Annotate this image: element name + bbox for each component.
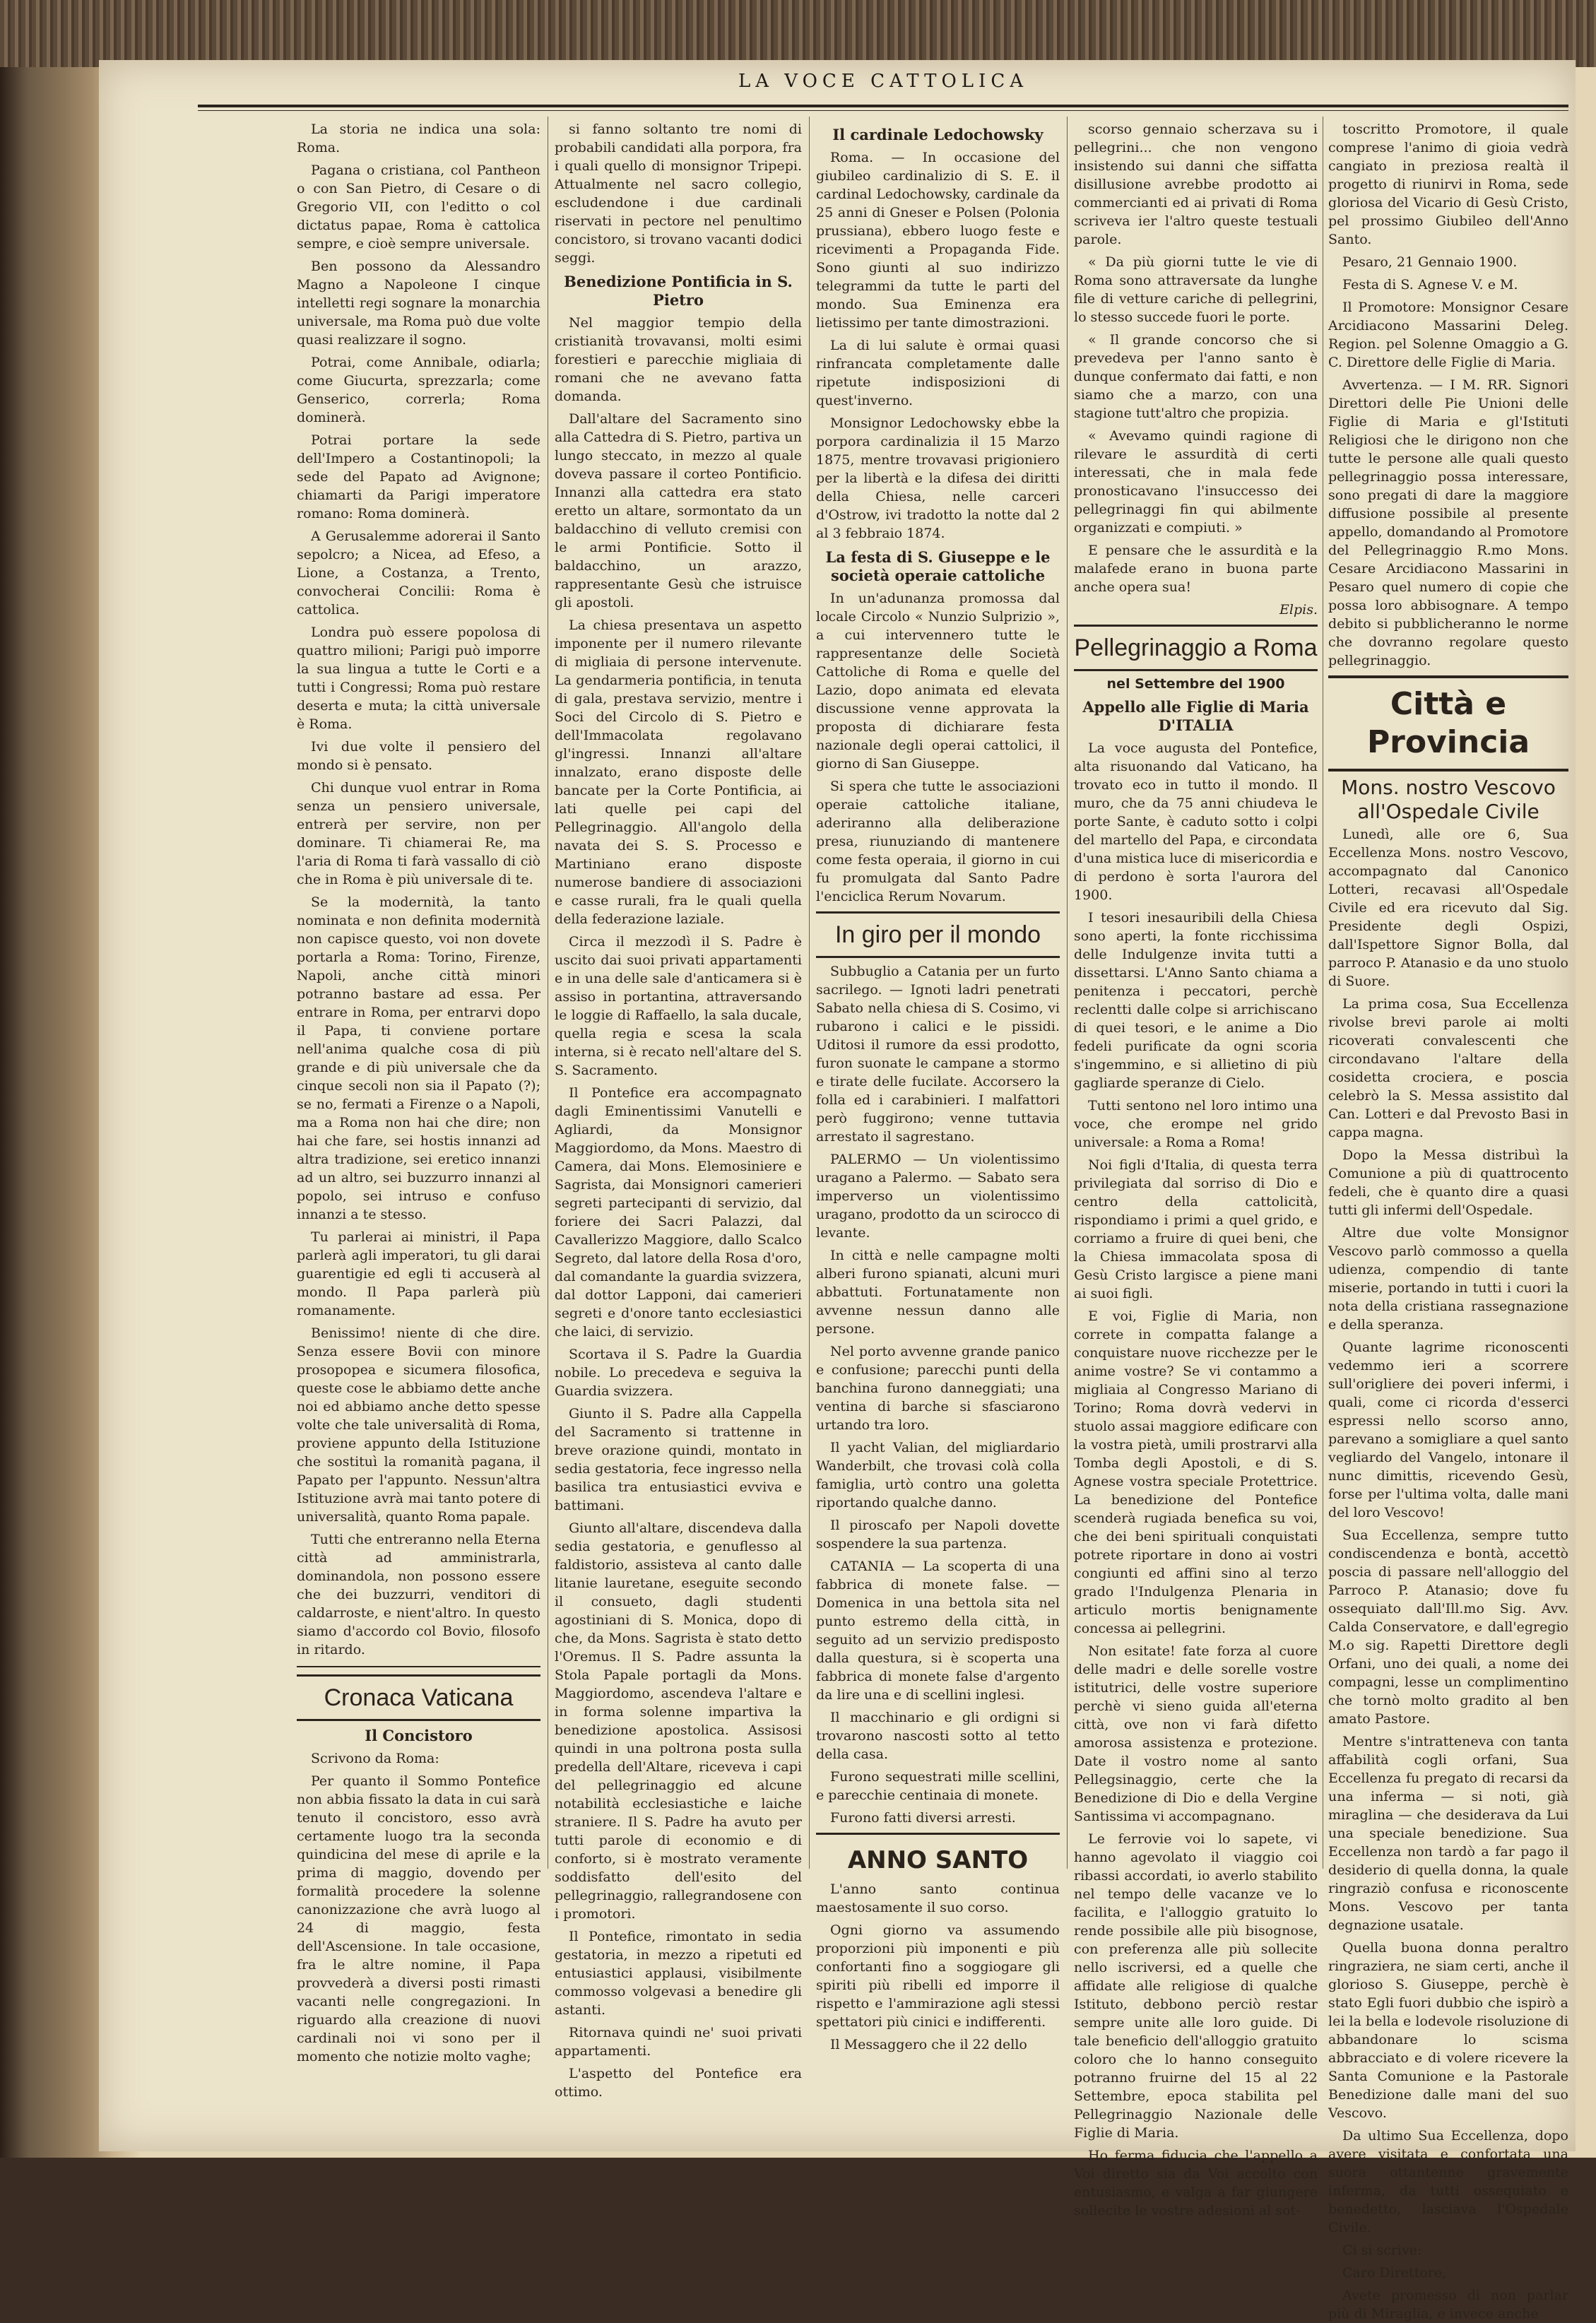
paragraph: In città e nelle campagne molti alberi furono spianati, alcuni muri abbattuti. Fortunatamente non avvenne nessun danno alle persone. xyxy=(816,1248,1060,1337)
paragraph: Quante lagrime riconoscenti vedemmo ieri a scorrere sull'origliere dei poveri infermi, i quali, come ci ricorda d'esserci espressi nello scorso anno, parevano a somigliare a quel santo vegliardo del Vangelo, intonare il nunc dimittis, ricevendo Gesù, forse per l'ultima volta, dalle mani del loro Vescovo! xyxy=(1328,1340,1568,1520)
pellegrinaggio-heading: Pellegrinaggio a Roma xyxy=(1074,625,1318,671)
paragraph: Scortava il S. Padre la Guardia nobile. Lo precedeva e seguiva la Guardia svizzera. xyxy=(555,1347,802,1399)
paragraph: La chiesa presentava un aspetto imponente per il numero rilevante di migliaia di persone intervenute. La gendarmeria pontificia, in tenuta di gala, prestava servizio, mentre i Soci del Circolo di S. Pietro e dell'Immacolata regolavano gl'ingressi. Innanzi all'altare innalzato, erano disposte delle bancate per la Corte Pontificia, ai lati quelle pei capi del Pellegrinaggio. All'angolo della navata dei S. S. Processo e Martiniano erano disposte numerose bandiere di associazioni e casse rurali, fra le quali quella della federazione laziale. xyxy=(555,617,802,927)
column-divider xyxy=(809,117,810,1869)
column-2 xyxy=(555,120,802,2100)
paragraph: Il piroscafo per Napoli dovette sospendere la sua partenza. xyxy=(816,1518,1060,1551)
paragraph: Giunto all'altare, discendeva dalla sedia gestatoria, e genuflesso al faldistorio, assisteva al canto dalle litanie lauretane, eseguite secondo il consueto, dagli studenti agostiniani di S. Monica, dopo di che, da Mons. Sagrista è stato detto l'Oremus. Il S. Padre assunta la Stola Papale portagli da Mons. Maggiordomo, ascendeva l'altare e in forma solenne impartiva la benedizione apostolica. Assisosi quindi in una poltrona posta sulla predella dell'Altare, riceveva i capi del pellegrinaggio ed alcune notabilità ecclesiastiche e laiche straniere. Il S. Padre ha avuto per tutti parole di economio e di conforto, si è mostrato veramente soddisfatto dell'esito del pellegrinaggio, rallegrandosene con i promotori. xyxy=(555,1520,802,1922)
paragraph: Pesaro, 21 Gennaio 1900. xyxy=(1342,254,1518,270)
paragraph: Il Promotore: Monsignor Cesare Arcidiacono Massarini Deleg. Region. pel Solenne Omaggio a G. C. Direttore delle Figlie di Maria. xyxy=(1328,300,1568,370)
paragraph: Il yacht Valian, del migliardario Wanderbilt, che trovasi colà colla famiglia, urtò contro una goletta riportando qualche danno. xyxy=(816,1440,1060,1511)
paragraph: Monsignor Ledochowsky ebbe la porpora cardinalizia il 15 Marzo 1875, mentre trovavasi prigioniero per la libertà e la difesa dei diritti della Chiesa, nelle carceri d'Ostrow, ivi tradotto la notte dal 2 al 3 febbraio 1874. xyxy=(816,415,1060,541)
paragraph: Potrai portare la sede dell'Impero a Costantinopoli; la sede del Papato ad Avignone; chiamarti da Parigi imperatore romano: Roma dominerà. xyxy=(297,432,540,521)
appello-body xyxy=(1074,739,1318,2220)
paragraph: Ben possono da Alessandro Magno a Napoleone I cinque intelletti regi sognare la monarchia universale, ma Roma può due volte quasi realizzare il sogno. xyxy=(297,259,540,348)
paragraph: Furono fatti diversi arresti. xyxy=(830,1810,1016,1826)
pellegrinaggio-subheading: nel Settembre del 1900 xyxy=(1106,676,1285,692)
ledochowsky-body xyxy=(816,148,1060,543)
paragraph: Chi dunque vuol entrar in Roma senza un pensiero universale, entrerà per servire, non per dominare. Ti chiamerai Re, ma l'aria di Roma ti farà vassallo di ciò che in Roma è più universale di te. xyxy=(297,780,540,887)
paragraph: Caro Direttore, xyxy=(1342,2265,1447,2281)
column-divider xyxy=(1067,117,1068,1869)
paragraph: Londra può essere popolosa di quattro milioni; Parigi può imporre la sua lingua a tutte le Corti e a tutti i Congressi; Roma può restare deserta e muta; la città universale è Roma. xyxy=(297,625,540,732)
masthead-rule-thin xyxy=(198,110,1568,111)
paragraph: Si spera che tutte le associazioni operaie cattoliche italiane, aderiranno alla deliberazione presa, riunuziando di mantenere come festa operaia, il giorno in cui fu promulgata dal Santo Padre l'enciclica Rerum Novarum. xyxy=(816,779,1060,904)
paragraph: Ogni giorno va assumendo proporzioni più imponenti e più confortanti fino a soggiogare gli spiriti più ribelli ed imporre il rispetto e l'ammirazione agli stessi spettatori più cinici e indifferenti. xyxy=(816,1922,1060,2030)
paragraph: Per quanto il Sommo Pontefice non abbia fissato la data in cui sarà tenuto il concistoro, esso avrà certamente luogo tra la seconda quindicina del mese di aprile e la prima di maggio, dovendo per formalità procedere la solenne canonizzazione che avrà luogo al 24 di maggio, festa dell'Ascensione. In tale occasione, fra le altre nomine, il Papa provvederà a diversi posti rimasti vacanti nelle congregazioni. In riguardo alla creazione di nuovi cardinali noi vi sono per il momento che notizie molto vaghe; xyxy=(297,1773,540,2064)
ledochowsky-heading: Il cardinale Ledochowsky xyxy=(832,126,1044,143)
paragraph: Subbuglio a Catania per un furto sacrilego. — Ignoti ladri penetrati Sabato nella chiesa di S. Cosimo, vi rubarono i calici e le pissidi. Uditosi il rumore da essi prodotto, furon suonate le campane a stormo e tirate delle fucilate. Accorsero la folla ed i carabinieri. I malfattori però fuggirono; venne tuttavia arrestato il sagrestano. xyxy=(816,964,1060,1145)
masthead-rule xyxy=(198,105,1568,107)
concistoro-heading: Il Concistoro xyxy=(365,1727,473,1744)
giro-heading: In giro per il mondo xyxy=(816,911,1060,958)
column-3 xyxy=(816,120,1060,2052)
paragraph: Mentre s'intratteneva con tanta affabilità cogli orfani, Sua Eccellenza fu pregato di recarsi da una inferma — si noti, già miraglina — che desiderava da Lui una speciale benedizione. Sua Eccellenza non tardò a far pago il desiderio di quella donna, la quale ringraziò confusa e riconoscente Mons. Vescovo per tanta degnazione usatale. xyxy=(1328,1734,1568,1933)
paragraph: Non esitate! fate forza al cuore delle madri e delle sorelle vostre istitutrici, delle vostre superiore perchè vi sieno guida all'eterna città, ove non vi farà difetto amorosa assistenza e protezione. Date il vostro nome al santo Pellegsinaggio, certe che la Benedizione di Dio e della Vergine Santissima vi accompagnano. xyxy=(1074,1643,1318,1824)
anno-santo-body xyxy=(816,1880,1060,2054)
paragraph: Le ferrovie voi lo sapete, vi hanno agevolato il viaggio coi ribassi accordati, io averlo stabilito nel tempo delle vacanze ve lo facilita, e l'alloggio gratuito lo rende possibile alle più bisognose, con preferenza alle più sollecite nello iscriversi, ed a quelle che affidate alle religiose di qualche Istituto, debbono perciò restar sempre unite alle loro guide. Di tale beneficio dell'alloggio gratuito coloro che lo hanno conseguito potranno fruirne del 15 al 22 Settembre, epoca stabilita pel Pellegrinaggio Nazionale delle Figlie di Maria. xyxy=(1074,1831,1318,2141)
paragraph: CATANIA — La scoperta di una fabbrica di monete false. — Domenica in una bettola sita nel punto estremo della città, in seguito ad un servizio predisposto dalla questura, si è scoperta una fabbrica di monete false d'argento da lire una e di scellini inglesi. xyxy=(816,1559,1060,1703)
paragraph: Lunedì, alle ore 6, Sua Eccellenza Mons. nostro Vescovo, accompagnato dal Canonico Lotteri, recavasi all'Ospedale Civile ed era ricevuto dal Sig. Presidente degli Ospizi, dall'Ispettore Signor Bolla, dal parroco P. Atanasio e da uno stuolo di Suore. xyxy=(1328,827,1568,989)
paragraph: Roma. — In occasione del giubileo cardinalizio di S. E. il cardinal Ledochowsky, cardinale da 25 anni di Gneser e Polsen (Polonia prussiana), ebbero luogo feste e ricevimenti a Propaganda Fide. Sono giunti al suo indirizzo telegrammi da tutte le parti del mondo. Sua Eminenza era lietissimo per tante dimostrazioni. xyxy=(816,150,1060,331)
signature: Elpis. xyxy=(1279,602,1318,617)
column-5 xyxy=(1328,120,1568,2322)
paragraph: Il macchinario e gli ordigni si trovarono nascosti sotto al tetto della casa. xyxy=(816,1710,1060,1762)
paragraph: L'aspetto del Pontefice era ottimo. xyxy=(555,2066,802,2100)
paragraph: toscritto Promotore, il quale comprese l'animo di gioia vedrà cangiato in preziosa realtà il progetto di riunirvi in Roma, sede gloriosa del Vicario di Gesù Cristo, pel prossimo Giubileo dell'Anno Santo. xyxy=(1328,122,1568,247)
paragraph: A Gerusalemme adorerai il Santo sepolcro; a Nicea, ad Efeso, a Lione, a Costanza, a Trento, convocherai Concilii: Roma è cattolica. xyxy=(297,528,540,617)
column-5-body xyxy=(1328,120,1568,670)
paragraph: Avete promesso di non parlar più di Miraglia, e invece anche xyxy=(1328,2288,1568,2322)
paragraph: si fanno soltanto tre nomi di probabili candidati alla porpora, fra i quali quello di monsignor Tripepi. Attualmente nel sacro collegio, escludendone i due cardinali riservati in pectore nel penultimo concistoro, si trovano vacanti dodici seggi. xyxy=(555,122,802,266)
paragraph: L'anno santo continua maestosamente il suo corso. xyxy=(816,1881,1060,1915)
cronaca-vaticana-heading: Cronaca Vaticana xyxy=(297,1674,540,1721)
paragraph: Ritornava quindi ne' suoi privati appartamenti. xyxy=(555,2025,802,2059)
paragraph: La prima cosa, Sua Eccellenza rivolse brevi parole ai molti ricoverati convalescenti che circondavano l'altare della cosidetta crociera, e poscia celebrò la S. Messa assistito dal Can. Lotteri e dal Prevosto Basi in cappa magna. xyxy=(1328,996,1568,1140)
giro-body xyxy=(816,962,1060,1827)
book-top-edge xyxy=(0,0,1596,67)
paragraph: Nel porto avvenne grande panico e confusione; parecchi punti della banchina furono danneggiati; una ventina di barche si sfasciarono urtando tra loro. xyxy=(816,1344,1060,1433)
benedizione-heading: Benedizione Pontificia in S. Pietro xyxy=(564,273,793,309)
paragraph: I tesori inesauribili della Chiesa sono aperti, la fonte ricchissima delle Indulgenze invita tutti a dissettarsi. L'Anno Santo chiama a penitenza i peccatori, perchè reclentti dalle colpe si arrichiscano di quei tesori, e le anime a Dio fedeli purificate da ogni scoria s'ingemmino, e si allietino di più gagliarde speranze di Cielo. xyxy=(1074,910,1318,1091)
paragraph: Ci si scrive: xyxy=(1342,2242,1422,2258)
paragraph: « Da più giorni tutte le vie di Roma sono attraversate da lunghe file di vetture cariche di pellegrini, lo stesso succede fuori le porte. xyxy=(1074,254,1318,325)
paragraph: Tu parlerai ai ministri, il Papa parlerà agli imperatori, tu gli darai guarentigie ed egli ti accuserà al mondo. Il Papa parlerà più romanamente. xyxy=(297,1229,540,1318)
paragraph: Tutti sentono nel loro intimo una voce, che erompe nel grido universale: a Roma a Roma! xyxy=(1074,1098,1318,1150)
paragraph: Potrai, come Annibale, odiarla; come Giucurta, sprezzarla; come Genserico, correrla; Roma dominerà. xyxy=(297,355,540,425)
citta-provincia-heading: Città e Provincia xyxy=(1328,675,1568,772)
paragraph: Pagana o cristiana, col Pantheon o con San Pietro, di Cesare o di Gregorio VII, con l'editto o col dictatus papae, Roma è cattolica sempre, e cioè sempre universale. xyxy=(297,162,540,252)
section-rule xyxy=(297,1666,540,1667)
paragraph: Dall'altare del Sacramento sino alla Cattedra di S. Pietro, partiva un lungo steccato, in mezzo al quale doveva passare il corteo Pontificio. Innanzi alla cattedra era stato eretto un altare, sormontato da un baldacchino di velluto cremisi con le armi Pontificie. Sotto il baldacchino, un arazzo, rappresentante Gesù che istruisce gli apostoli. xyxy=(555,411,802,610)
column-4 xyxy=(1074,120,1318,2218)
concistoro-body xyxy=(297,1749,540,2066)
paragraph: La di lui salute è ormai quasi rinfrancata completamente dalle ripetute indisposizioni di quest'inverno. xyxy=(816,338,1060,408)
paragraph: Il Pontefice era accompagnato dagli Eminentissimi Vanutelli e Agliardi, da Monsignor Maggiordomo, da Mons. Maestro di Camera, dai Mons. Elemosiniere e Sagrista, dai Monsignori camerieri segreti partecipanti di servizio, dal foriere dei Sacri Palazzi, dal Cavallerizzo Maggiore, dallo Scalco Segreto, dal latore della Rosa d'oro, dal comandante la guardia svizzera, dal dottor Lapponi, dai camerieri segreti e d'onore tanto ecclesiastici che laici, di servizio. xyxy=(555,1085,802,1340)
paragraph: Ivi due volte il pensiero del mondo si è pensato. xyxy=(297,739,540,773)
paragraph: Avvertenza. — I M. RR. Signori Direttori delle Pie Unioni delle Figlie di Maria e gl'Istituti Religiosi che le dirigono non che tutte le persone alle quali questo pellegrinaggio possa interessare, sono pregati di dare la maggiore diffusione possibile al presente appello, domandando al Promotore del Pellegrinaggio R.mo Mons. Cesare Arcidiacono Massarini in Pesaro quel numero di copie che possa loro abbisognare. A tempo debito si pubblicheranno le norme che dovranno regolare questo pellegrinaggio. xyxy=(1328,377,1568,668)
festa-body xyxy=(816,589,1060,906)
vescovo-heading: Mons. nostro Vescovo all'Ospedale Civile xyxy=(1341,776,1556,823)
vescovo-body xyxy=(1328,825,1568,2323)
column-4-body xyxy=(1074,120,1318,596)
paragraph: Furono sequestrati mille scellini, e parecchie centinaia di monete. xyxy=(816,1769,1060,1803)
benedizione-body xyxy=(555,314,802,2101)
paragraph: E voi, Figlie di Maria, non correte in compatta falange a conquistare nuove ricchezze per le anime vostre? Se vi contammo a migliaia al Congresso Mariano di Torino; Roma dovrà vedervi in stuolo assai maggiore edificare con la vostra pietà, umili prostrarvi alla Tomba degli Apostoli, e di S. Agnese vostra speciale Protettrice. La benedizione del Pontefice scenderà rugiada benefica su voi, che dei beni spirituali conquistati potrete riportare in dono ai vostri congiunti ed affini sino al terzo grado l'Indulgenza Plenaria in articulo mortis benignamente concessa ai pellegrini. xyxy=(1074,1308,1318,1636)
paragraph: Benissimo! niente di che dire. Senza essere Bovii con minore prosopopea e sicumera filosofica, queste cose le abbiamo dette anche noi ed abbiamo anche detto spesse volte che tale universalità di Roma, proviene appunto della Istituzione che sostituì la romanità pagana, il Papato per l'appunto. Nessun'altra Istituzione avrà mai tanto potere di universalità, quanto Roma papale. xyxy=(297,1325,540,1525)
paragraph: Ho ferma fiducia che l'appello a Voi diretto sia da Voi accolto con entusiasmo, e valga a far giungere sollecite le vostre adesioni al sot- xyxy=(1074,2148,1318,2218)
paragraph: Festa di S. Agnese V. e M. xyxy=(1342,277,1518,292)
paragraph: Giunto il S. Padre alla Cappella del Sacramento si trattenne in breve orazione quindi, montato in sedia gestatoria, fece ingresso nella basilica tra entusiastici evviva e battimani. xyxy=(555,1406,802,1513)
paragraph: « Avevamo quindi ragione di rilevare le assurdità di certi interessati, che in mala fede pronosticavano l'insuccesso dei pellegrinaggi fin qui abilmente organizzati e compiuti. » xyxy=(1074,428,1318,536)
festa-heading: La festa di S. Giuseppe e le società operaie cattoliche xyxy=(825,548,1051,584)
masthead: LA VOCE CATTOLICA xyxy=(738,71,1028,92)
anno-santo-heading: ANNO SANTO xyxy=(816,1833,1060,1876)
paragraph: Dopo la Messa distribuì la Comunione a più di quattrocento fedeli, che è quanto dire a quasi tutti gli infermi dell'Ospedale. xyxy=(1328,1147,1568,1218)
paragraph: scorso gennaio scherzava su i pellegrini... che non vengono insistendo sui danni che siffatta disillusione avrebbe prodotto ai commercianti ed ai privati di Roma scriveva ier l'altro queste testuali parole. xyxy=(1074,122,1318,247)
appello-heading: Appello alle Figlie di Maria D'ITALIA xyxy=(1082,698,1309,734)
paragraph: Nel maggior tempio della cristianità trovavansi, molti esimi forestieri e parecchie migliaia di romani che ne avevano fatta domanda. xyxy=(555,315,802,404)
paragraph: « Il grande concorso che si prevedeva per l'anno santo è dunque confermato dai fatti, e non siamo che a marzo, con una stagione tutt'altro che propizia. xyxy=(1074,332,1318,421)
paragraph: In un'adunanza promossa dal locale Circolo « Nunzio Sulprizio », a cui intervennero tutte le rappresentanze delle Società Cattoliche di Roma e quelle del Lazio, dopo animata ed elevata discussione venne approvata la proposta di dichiarare festa nazionale degli operai cattolici, il giorno di San Giuseppe. xyxy=(816,591,1060,772)
paragraph: Noi figli d'Italia, di questa terra privilegiata dal sorriso di Dio e centro della cattolicità, rispondiamo i primi a quel grido, e corriamo a fruire di quei beni, che la Chiesa immacolata sposa di Gesù Cristo largisce a piene mani ai suoi figli. xyxy=(1074,1157,1318,1301)
paragraph: Il Messaggero che il 22 dello xyxy=(830,2037,1027,2052)
paragraph: Scrivono da Roma: xyxy=(311,1751,439,1766)
paragraph: Circa il mezzodì il S. Padre è uscito dai suoi privati appartamenti e in una delle sale d'anticamera si è assiso in portantina, attraversando le loggie di Raffaello, la sala ducale, quella regia e scesa la scala interna, si è recato nell'altare del S. S. Sacramento. xyxy=(555,934,802,1078)
paragraph: Altre due volte Monsignor Vescovo parlò commosso a quella udienza, compendio di tante miserie, portando in tutti i cuori la nota della cristiana rassegnazione e della speranza. xyxy=(1328,1225,1568,1332)
paragraph: PALERMO — Un violentissimo uragano a Palermo. — Sabato sera imperverso un violentissimo uragano, prodotto da un scirocco di levante. xyxy=(816,1152,1060,1241)
column-1 xyxy=(297,120,540,2064)
column-2-body xyxy=(555,120,802,267)
column-1-body xyxy=(297,120,540,1659)
paragraph: Se la modernità, la tanto nominata e non definita modernità non capisce questo, voi non dovete portarla a Roma: Torino, Firenze, Napoli, anche città minori potranno bastare ad essa. Per entrare in Roma, per entrarvi dopo il Papa, ti conviene portare nell'anima qualche cosa di più grande e di più universale che da cinque secoli non sia il Papato (?); se no, fermati a Firenze o a Napoli, ma a Roma non hai che dire; non hai che fare, sei hostis innanzi ad altra tradizione, sei eretico innanzi ad un altro, sei buzzurro innanzi al popolo, sei intruso e confuso innanzi a te stesso. xyxy=(297,894,540,1222)
paragraph: Quella buona donna peraltro ringraziera, ne siam certi, anche il glorioso S. Giuseppe, perchè è stato Egli fuori dubbio che ispirò a lei la bella e lodevole risoluzione di abbandonare lo scisma abbracciato e di volere ricevere la Santa Comunione e la Pastorale Benedizione dalle mani del suo Vescovo. xyxy=(1328,1940,1568,2121)
paragraph: E pensare che le assurdità e la malafede erano in buona parte anche opera sua! xyxy=(1074,543,1318,595)
paragraph: La storia ne indica una sola: Roma. xyxy=(297,122,540,155)
paragraph: Tutti che entreranno nella Eterna città ad amministrarla, dominandola, non possono essere che dei buzzurri, venditori di caldarroste, e nient'altro. In questo siamo d'accordo col Bovio, filosofo in ritardo. xyxy=(297,1532,540,1657)
paragraph: Da ultimo Sua Eccellenza, dopo avere visitata e confortata una suora ottantenne gravemente inferma, da tutti ossequiato e benedetto, lasciava l'Ospedale Civile. xyxy=(1328,2128,1568,2235)
paragraph: La voce augusta del Pontefice, alta risuonando dal Vaticano, ha trovato eco in tutto il mondo. Il muro, che da 75 anni chiudeva le porte Sante, è caduto sotto i colpi del martello del Papa, e circondata d'una mistica luce di misericordia e di perdono è sorta l'aurora del 1900. xyxy=(1074,740,1318,903)
paragraph: Il Pontefice, rimontato in sedia gestatoria, in mezzo a ripetuti ed entusiastici applausi, visibilmente commosso volgevasi a benedire gli astanti. xyxy=(555,1929,802,2018)
paragraph: Sua Eccellenza, sempre tutto condiscendenza e bontà, accettò poscia di passare nell'alloggio del Parroco P. Atanasio; dove fu ossequiato dall'Ill.mo Sig. Avv. Calda Conservatore, e dall'egregio M.o sig. Rapetti Direttore degli Orfani, uno dei quali, a nome dei compagni, lesse un complimentino che tornò molto gradito al ben amato Pastore. xyxy=(1328,1527,1568,1727)
